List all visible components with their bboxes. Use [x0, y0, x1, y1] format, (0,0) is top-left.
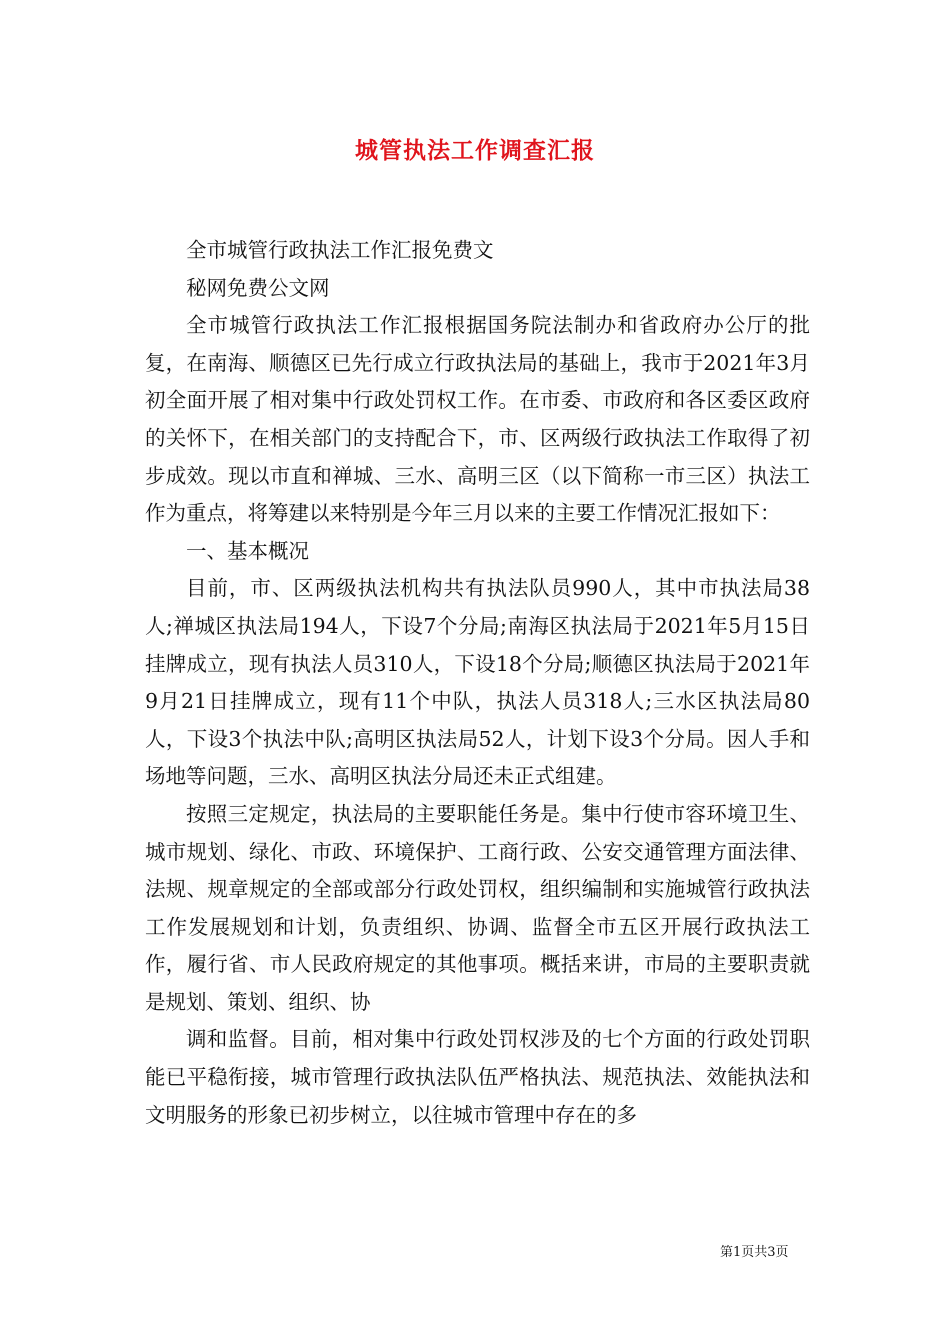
paragraph-5: 按照三定规定，执法局的主要职能任务是。集中行使市容环境卫生、城市规划、绿化、市政、环境保护、工商行政、公安交通管理方面法律、法规、规章规定的全部或部分行政处罚权，组织编制和实施城管行政执法工作发展规划和计划，负责组织、协调、监督全市五区开展行政执法工作，履行省、市人民政府规定的其他事项。概括来讲，市局的主要职责就是规划、策划、组织、协	[145, 801, 810, 1014]
paragraph-4: 目前，市、区两级执法机构共有执法队员990人，其中市执法局38人;禅城区执法局194人，下设7个分局;南海区执法局于2021年5月15日挂牌成立，现有执法人员310人，下设18个分局;顺德区执法局于2021年9月21日挂牌成立，现有11个中队，执法人员318人;三水区执法局80人，下设3个执法中队;高明区执法局52人，计划下设3个分局。因人手和场地等问题，三水、高明区执法分局还未正式组建。	[145, 576, 810, 789]
document-title: 城管执法工作调查汇报	[355, 137, 595, 164]
paragraph-3: 全市城管行政执法工作汇报根据国务院法制办和省政府办公厅的批复，在南海、顺德区已先行成立行政执法局的基础上，我市于2021年3月初全面开展了相对集中行政处罚权工作。在市委、市政府和各区委区政府的关怀下，在相关部门的支持配合下，市、区两级行政执法工作取得了初步成效。现以市直和禅城、三水、高明三区（以下简称一市三区）执法工作为重点，将筹建以来特别是今年三月以来的主要工作情况汇报如下：	[145, 313, 810, 526]
paragraph-1: 全市城管行政执法工作汇报免费文	[186, 238, 494, 262]
paragraph-2: 秘网免费公文网	[186, 275, 330, 300]
page-number-footer: 第1页共3页	[720, 1245, 789, 1260]
section-heading-basic-overview: 一、基本概况	[186, 538, 309, 563]
paragraph-6: 调和监督。目前，相对集中行政处罚权涉及的七个方面的行政处罚职能已平稳衔接，城市管理行政执法队伍严格执法、规范执法、效能执法和文明服务的形象已初步树立，以往城市管理中存在的多	[145, 1027, 810, 1127]
document-body	[145, 232, 810, 1134]
